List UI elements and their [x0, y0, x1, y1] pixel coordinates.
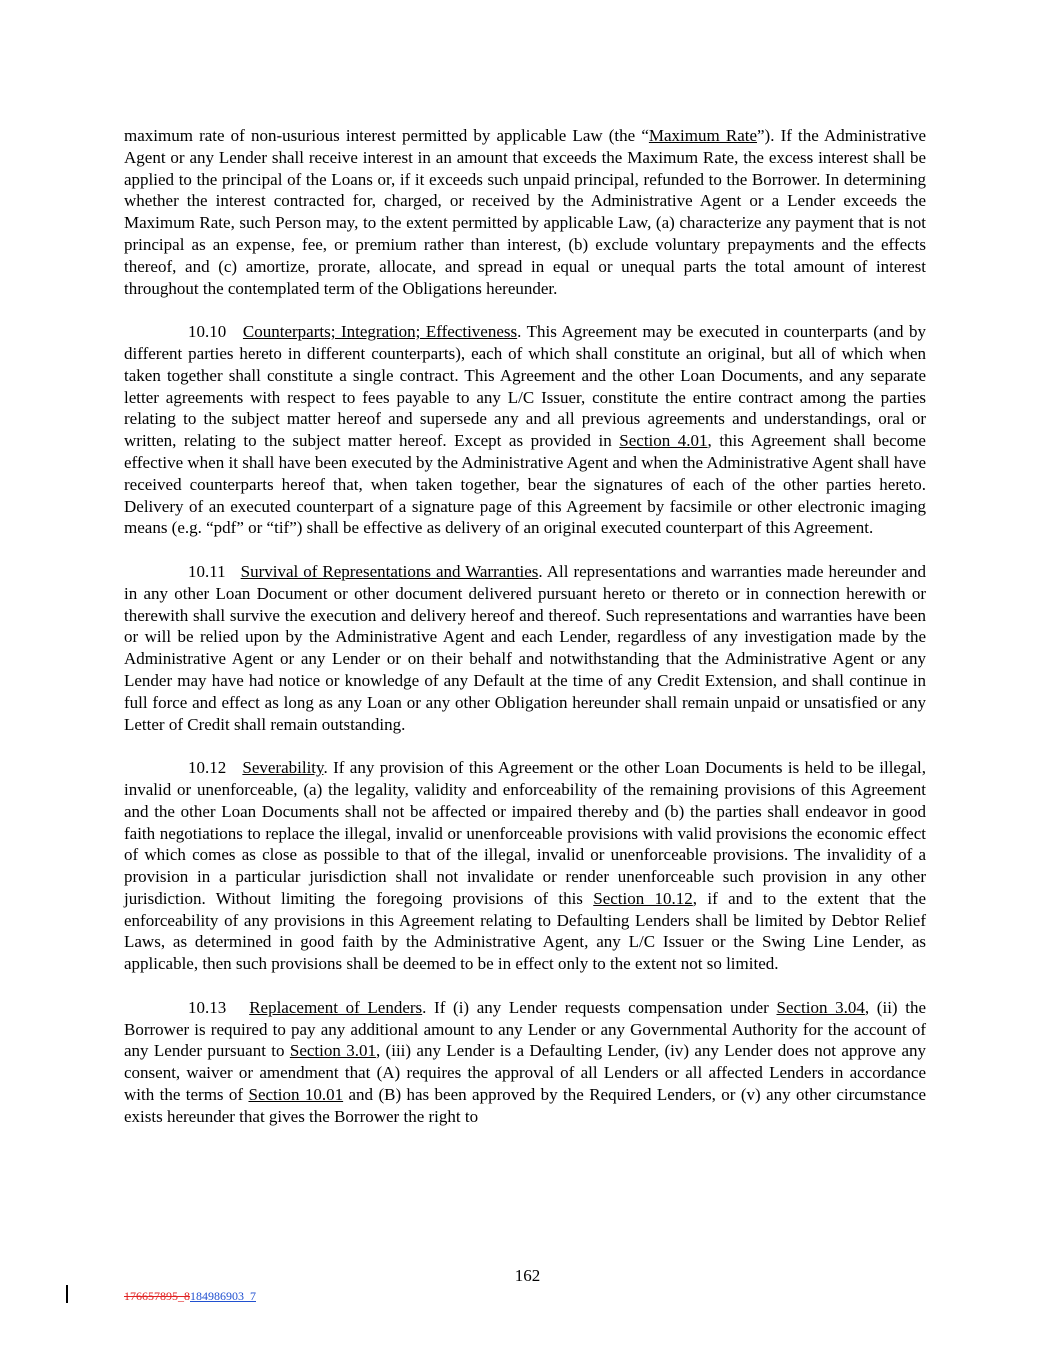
section-number: 10.13: [188, 997, 227, 1017]
section-10-11: 10.11 Survival of Representations and Warranties. All representations and warranties made hereunder and in any other Loan Document or other document delivered pursuant hereto or thereto or in connection herewith or therewith shall survive the execution and delivery hereof and thereof. Such representations and warranties have been or will be relied upon by the Administrative Agent and each Lender, regardless of any investigation made by the Administrative Agent or any Lender or on their behalf and notwithstanding that the Administrative Agent or any Lender may have had notice or knowledge of any Default at the time of any Credit Extension, and shall continue in full force and effect as long as any Loan or any other Obligation hereunder shall remain unpaid or unsatisfied or any Letter of Credit shall remain outstanding.: [124, 561, 927, 734]
section-heading: Severability: [242, 758, 324, 778]
section-heading: Survival of Representations and Warranties: [240, 561, 539, 581]
document-id-inserted: 184986903_7: [190, 1289, 256, 1303]
page-number: 162: [514, 1266, 541, 1285]
defined-term-maximum-rate: Maximum Rate: [648, 126, 758, 145]
revision-change-bar: [66, 1285, 68, 1303]
section-reference: Section 3.04: [776, 997, 865, 1017]
section-heading: Replacement of Lenders: [249, 997, 423, 1017]
section-number: 10.11: [188, 561, 226, 581]
section-heading: Counterparts; Integration; Effectiveness: [242, 322, 518, 342]
section-10-10: 10.10 Counterparts; Integration; Effectiveness. This Agreement may be executed in counterparts (and by different parties hereto in different counterparts), each of which shall constitute an original, but all of which when taken together shall constitute a single contract. This Agreement and the other Loan Documents, and any separate letter agreements with respect to fees payable to any L/C Issuer, constitute the entire contract among the parties relating to the subject matter hereof and supersede any and all previous agreements and understandings, oral or written, relating to the subject matter hereof. Except as provided in Section 4.01, this Agreement shall become effective when it shall have been executed by the Administrative Agent and when the Administrative Agent shall have received counterparts hereof that, when taken together, bear the signatures of each of the other parties hereto. Delivery of an executed counterpart of a signature page of this Agreement by facsimile or other electronic imaging means (e.g. “pdf” or “tif”) shall be effective as delivery of an original executed counterpart of this Agreement.: [124, 322, 927, 538]
section-10-13: 10.13 Replacement of Lenders. If (i) any Lender requests compensation under Section 3.04, (ii) the Borrower is required to pay any additional amount to any Lender or any Governmental Authority for the account of any Lender pursuant to Section 3.01, (iii) any Lender is a Defaulting Lender, (iv) any Lender does not approve any consent, waiver or amendment that (A) requires the approval of all Lenders or all affected Lenders in accordance with the terms of Section 10.01 and (B) has been approved by the Required Lenders, or (v) any other circumstance exists hereunder that gives the Borrower the right to: [124, 997, 926, 1126]
document-id-deleted: 176657895_8: [124, 1289, 190, 1303]
section-reference: Section 3.01: [289, 1041, 376, 1061]
document-body: [124, 125, 926, 1149]
section-number: 10.10: [188, 322, 227, 342]
section-reference: Section 10.12: [593, 888, 693, 908]
section-number: 10.12: [188, 758, 227, 778]
section-10-12: 10.12 Severability. If any provision of this Agreement or the other Loan Documents is held to be illegal, invalid or unenforceable, (a) the legality, validity and enforceability of the remaining provisions of this Agreement and the other Loan Documents shall not be affected or impaired thereby and (b) the parties shall endeavor in good faith negotiations to replace the illegal, invalid or unenforceable provisions with valid provisions the economic effect of which comes as close as possible to that of the illegal, invalid or unenforceable provisions. The invalidity of a provision in a particular jurisdiction shall not invalidate or render unenforceable such provision in any other jurisdiction. Without limiting the foregoing provisions of this Section 10.12, if and to the extent that the enforceability of any provisions in this Agreement relating to Defaulting Lenders shall be limited by Debtor Relief Laws, as determined in good faith by the Administrative Agent, any L/C Issuer or the Swing Line Lender, as applicable, then such provisions shall be deemed to be in effect only to the extent not so limited.: [124, 758, 926, 974]
document-id: [124, 1289, 256, 1304]
paragraph-maximum-rate: maximum rate of non-usurious interest permitted by applicable Law (the “Maximum Rate”). If the Administrative Agent or any Lender shall receive interest in an amount that exceeds the Maximum Rate, the excess interest shall be applied to the principal of the Loans or, if it exceeds such unpaid principal, refunded to the Borrower. In determining whether the interest contracted for, charged, or received by the Administrative Agent or a Lender exceeds the Maximum Rate, such Person may, to the extent permitted by applicable Law, (a) characterize any payment that is not principal as an expense, fee, or premium rather than interest, (b) exclude voluntary prepayments and the effects thereof, and (c) amortize, prorate, allocate, and spread in equal or unequal parts the total amount of interest throughout the contemplated term of the Obligations hereunder.: [124, 126, 927, 298]
section-reference: Section 4.01: [619, 431, 708, 451]
section-reference: Section 10.01: [248, 1085, 344, 1105]
